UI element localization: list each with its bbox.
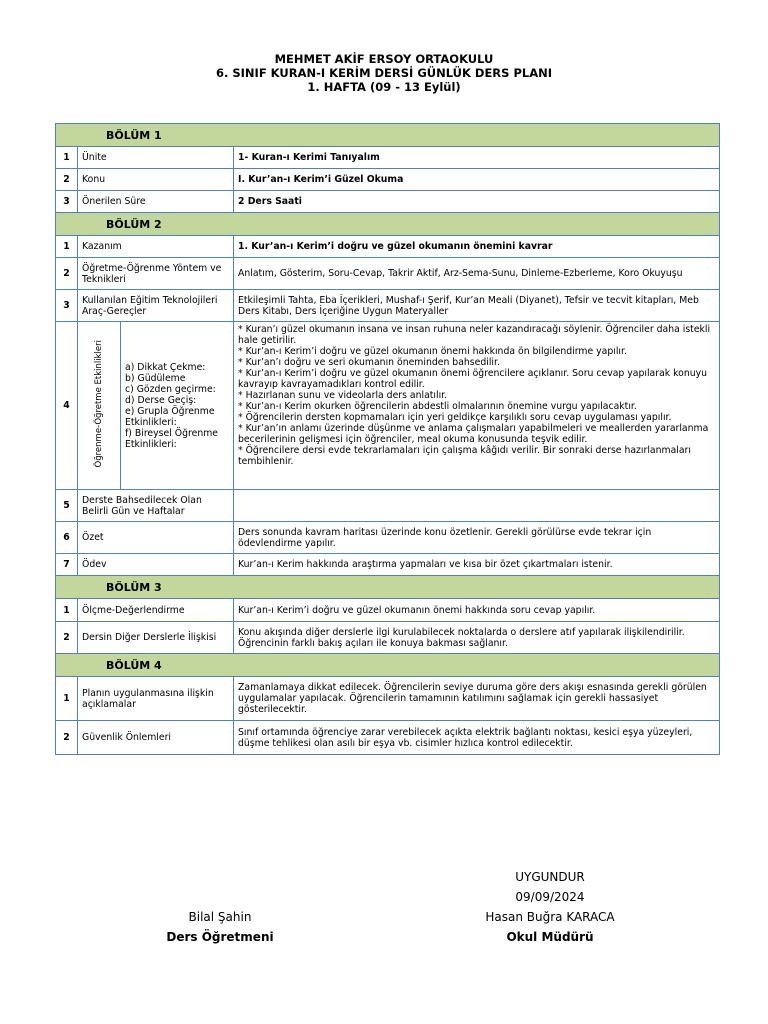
activities-steps: * Kuran’ı güzel okumanın insana ve insan ruhuna neler kazandıracağı söylenir. Öğrenciler daha istekli hale getirilir. * Kur’an-ı Kerim’i doğru ve güzel okumanın önemi hakkında ön bilgilendirme yapılır. * Kur’an’ı doğru ve seri okumanın öneminden bahsedilir. * Kur’an-ı Kerim’i doğru ve güzel okumanın önemi öğrencilere açıklanır. Soru cevap yapılarak konuyu kavrayıp kavrayamadıkları kontrol edilir. * Hazırlanan sunu ve videolarla ders anlatılır. * Kur’an-ı Kerim okurken öğrencilerin abdestli olmalarının önemine vurgu yapılacaktır. * Öğrencilerin dersten kopmamaları için yeri geldikçe karşılıklı soru cevap uygulaması yapılır. * Kur’an’ın anlamı üzerinde düşünme ve anlama çalışmaları yapabilmeleri ve meallerden yararlanma becerilerinin gelişmesi için öğrenciler, meal okuma konusunda teşvik edilir. * Öğrencilere dersi evde tekrarlamaları için çalışma kâğıdı verilir. Bir sonraki derse hazırlanmaları tembihlenir. — [234, 322, 720, 490]
row-number: 4 — [56, 322, 78, 490]
row-label: Öğretme-Öğrenme Yöntem ve Teknikleri — [78, 258, 234, 290]
row-label: Dersin Diğer Derslerle İlişkisi — [78, 622, 234, 654]
row-number: 5 — [56, 490, 78, 522]
table-row — [56, 490, 720, 522]
row-value: I. Kur’an-ı Kerim’i Güzel Okuma — [234, 169, 720, 191]
table-row — [56, 721, 720, 755]
row-value: Kur’an-ı Kerim’i doğru ve güzel okumanın önemi hakkında soru cevap yapılır. — [234, 599, 720, 622]
section-header — [56, 654, 720, 677]
approval-label: UYGUNDUR — [515, 870, 585, 884]
table-row — [56, 677, 720, 721]
row-number: 2 — [56, 258, 78, 290]
section-header — [56, 576, 720, 599]
document-header — [0, 52, 768, 94]
table-row — [56, 191, 720, 213]
row-label: Önerilen Süre — [78, 191, 234, 213]
activities-heading: Öğrenme-Öğretme Etkinlikleri — [93, 340, 104, 468]
row-number: 2 — [56, 169, 78, 191]
approval-date: 09/09/2024 — [515, 890, 585, 904]
row-value: 1- Kuran-ı Kerimi Tanıyalım — [234, 147, 720, 169]
section-title: BÖLÜM 3 — [56, 576, 720, 599]
row-number: 1 — [56, 599, 78, 622]
table-row — [56, 522, 720, 554]
row-number: 3 — [56, 290, 78, 322]
row-label: Kazanım — [78, 236, 234, 258]
row-label: Ölçme-Değerlendirme — [78, 599, 234, 622]
activities-list: a) Dikkat Çekme: b) Güdüleme c) Gözden geçirme: d) Derse Geçiş: e) Grupla Öğrenme Etkinlikleri: f) Bireysel Öğrenme Etkinlikleri: — [121, 322, 234, 490]
row-value: Anlatım, Gösterim, Soru-Cevap, Takrir Aktif, Arz-Sema-Sunu, Dinleme-Ezberleme, Koro Okuyuşu — [234, 258, 720, 290]
row-value: Sınıf ortamında öğrenciye zarar verebilecek açıkta elektrik bağlantı noktası, kesici eşya yüzeyleri, düşme tehlikesi olan asılı bir eşya vb. cisimler hızlıca kontrol edilecektir. — [234, 721, 720, 755]
table-row — [56, 290, 720, 322]
table-row — [56, 147, 720, 169]
row-label: Konu — [78, 169, 234, 191]
row-label: Ünite — [78, 147, 234, 169]
row-value: 2 Ders Saati — [234, 191, 720, 213]
row-value: Konu akışında diğer derslerle ilgi kurulabilecek noktalarda o derslere atıf yapılarak ilişkilendirilir. Öğrencinin farklı bakış açıları ile konuya bakması sağlanır. — [234, 622, 720, 654]
section-title: BÖLÜM 4 — [56, 654, 720, 677]
row-number: 1 — [56, 236, 78, 258]
row-label: Derste Bahsedilecek Olan Belirli Gün ve Haftalar — [78, 490, 234, 522]
row-value: Etkileşimli Tahta, Eba İçerikleri, Mushaf-ı Şerif, Kur’an Meali (Diyanet), Tefsir ve tecvit kitapları, Meb Ders Kitabı, Ders İçeriğine Uygun Materyaller — [234, 290, 720, 322]
row-number: 6 — [56, 522, 78, 554]
table-row — [56, 169, 720, 191]
plan-title: 6. SINIF KURAN-I KERİM DERSİ GÜNLÜK DERS PLANI — [215, 66, 553, 80]
table-row — [56, 258, 720, 290]
table-row — [56, 322, 720, 490]
row-label: Planın uygulanmasına ilişkin açıklamalar — [78, 677, 234, 721]
principal-title: Okul Müdürü — [506, 930, 594, 944]
lesson-plan-table — [55, 123, 720, 755]
school-name: MEHMET AKİF ERSOY ORTAOKULU — [274, 52, 494, 66]
row-label: Güvenlik Önlemleri — [78, 721, 234, 755]
row-number: 2 — [56, 622, 78, 654]
row-value: Zamanlamaya dikkat edilecek. Öğrencilerin seviye duruma göre ders akışı esnasında gerekli görülen uygulamalar yapılacak. Öğrencilerin tamamının katılımını sağlamak için gerekli hassasiyet gösterilecektir. — [234, 677, 720, 721]
section-header — [56, 124, 720, 147]
row-label: Kullanılan Eğitim Teknolojileri Araç-Gereçler — [78, 290, 234, 322]
section-title: BÖLÜM 1 — [56, 124, 720, 147]
table-row — [56, 622, 720, 654]
row-number: 3 — [56, 191, 78, 213]
activities-heading-cell — [78, 322, 121, 490]
row-number: 2 — [56, 721, 78, 755]
principal-name: Hasan Buğra KARACA — [485, 910, 615, 924]
week-label: 1. HAFTA (09 - 13 Eylül) — [307, 80, 461, 94]
teacher-title: Ders Öğretmeni — [166, 930, 274, 944]
row-number: 1 — [56, 147, 78, 169]
row-number: 1 — [56, 677, 78, 721]
row-label: Ödev — [78, 554, 234, 576]
table-row — [56, 236, 720, 258]
row-label: Özet — [78, 522, 234, 554]
row-number: 7 — [56, 554, 78, 576]
teacher-name: Bilal Şahin — [188, 910, 252, 924]
row-value — [234, 490, 720, 522]
section-title: BÖLÜM 2 — [56, 213, 720, 236]
row-value: Kur’an-ı Kerim hakkında araştırma yapmaları ve kısa bir özet çıkartmaları istenir. — [234, 554, 720, 576]
table-row — [56, 554, 720, 576]
section-header — [56, 213, 720, 236]
table-row — [56, 599, 720, 622]
row-value: Ders sonunda kavram haritası üzerinde konu özetlenir. Gerekli görülürse evde tekrar için ödevlendirme yapılır. — [234, 522, 720, 554]
row-value: 1. Kur’an-ı Kerim’i doğru ve güzel okumanın önemini kavrar — [234, 236, 720, 258]
